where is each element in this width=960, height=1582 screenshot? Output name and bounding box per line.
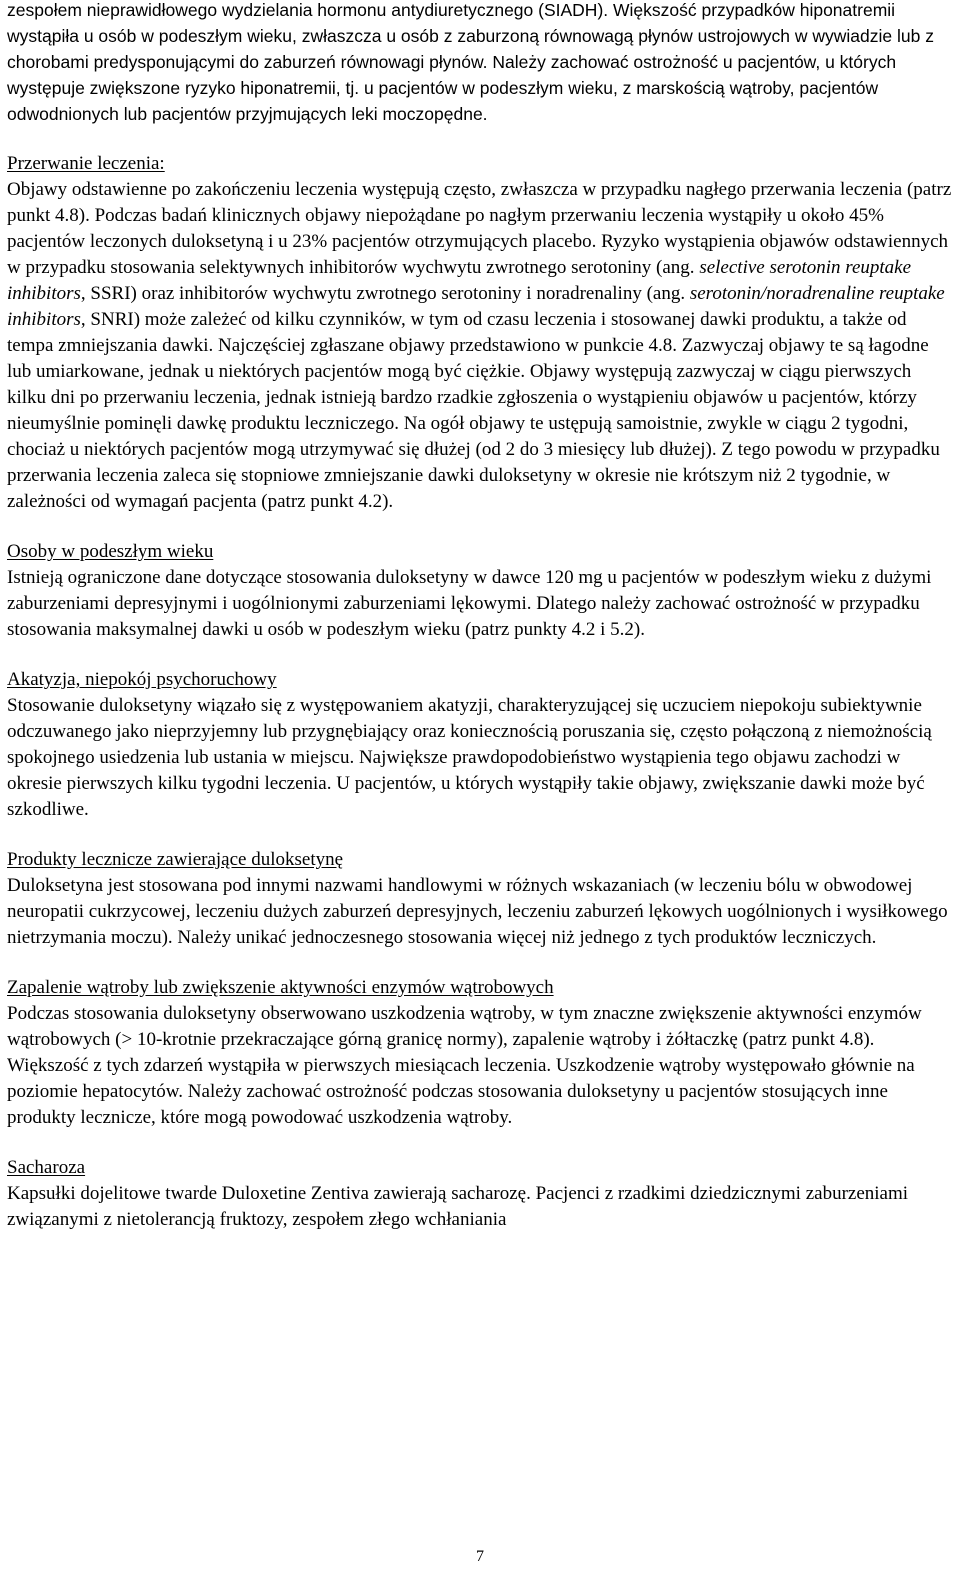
hyponatremia-paragraph bbox=[7, 0, 953, 127]
withdrawal-text-3: Ryzyko wystąpienia objawów odstawiennych w przypadku stosowania selektywnych inhibitorów wychwytu zwrotnego serotoniny (ang. bbox=[7, 231, 949, 278]
section-heading-sucrose: Sacharoza bbox=[7, 1157, 86, 1178]
sucrose-body: Kapsułki dojelitowe twarde Duloxetine Zentiva zawierają sacharozę. Pacjenci z rzadkimi dziedzicznymi zaburzeniami związanymi z nietolerancją fruktozy, zespołem złego wchłaniania bbox=[7, 1183, 909, 1230]
withdrawal-body bbox=[7, 177, 953, 515]
section-elderly bbox=[7, 539, 953, 643]
section-heading-duloxetine-products: Produkty lecznicze zawierające duloksetynę bbox=[7, 849, 344, 870]
section-heading-akathisia: Akatyzja, niepokój psychoruchowy bbox=[7, 669, 277, 690]
section-duloxetine-products bbox=[7, 847, 953, 951]
duloxetine-products-body: Duloksetyna jest stosowana pod innymi nazwami handlowymi w różnych wskazaniach (w leczeniu bólu w obwodowej neuropatii cukrzycowej, leczeniu dużych zaburzeń depresyjnych, leczeniu zaburzeń lękowych uogólnionych i wysiłkowego nietrzymania moczu). Należy unikać jednoczesnego stosowania więcej niż jednego z tych produktów leczniczych. bbox=[7, 875, 948, 948]
elderly-body: Istnieją ograniczone dane dotyczące stosowania duloksetyny w dawce 120 mg u pacjentów w podeszłym wieku z dużymi zaburzeniami depresyjnymi i uogólnionymi zaburzeniami lękowymi. Dlatego należy zachować ostrożność w przypadku stosowania maksymalnej dawki u osób w podeszłym wieku (patrz punkty 4.2 i 5.2). bbox=[7, 567, 932, 640]
withdrawal-italic-ssri: selective serotonin reuptake inhibitors bbox=[7, 257, 912, 304]
document-page bbox=[7, 0, 953, 1233]
hepatitis-body: Podczas stosowania duloksetyny obserwowano uszkodzenia wątroby, w tym znaczne zwiększenie aktywności enzymów wątrobowych (> 10-krotnie przekraczające górną granicę normy), zapalenie wątroby i żółtaczkę (patrz punkt 4.8). Większość z tych zdarzeń wystąpiła w pierwszych miesiącach leczenia. Uszkodzenie wątroby występowało głównie na poziomie hepatocytów. Należy zachować ostrożność podczas stosowania duloksetyny u pacjentów stosujących inne produkty lecznicze, które mogą powodować uszkodzenia wątroby. bbox=[7, 1003, 922, 1128]
section-sucrose bbox=[7, 1155, 953, 1233]
page-number: 7 bbox=[476, 1548, 484, 1565]
section-heading-elderly: Osoby w podeszłym wieku bbox=[7, 541, 214, 562]
withdrawal-text-2: Podczas badań klinicznych objawy niepożądane po nagłym przerwaniu leczenia wystąpiły u około 45% pacjentów leczonych duloksetyną i u 23% pacjentów otrzymujących placebo. bbox=[7, 205, 884, 252]
section-heading-withdrawal: Przerwanie leczenia: bbox=[7, 153, 165, 174]
withdrawal-text-4: , SSRI) oraz inhibitorów wychwytu zwrotnego serotoniny i noradrenaliny (ang. bbox=[80, 283, 690, 304]
akathisia-body: Stosowanie duloksetyny wiązało się z występowaniem akatyzji, charakteryzującej się uczuciem niepokoju subiektywnie odczuwanego jako nieprzyjemny lub przygnębiający oraz koniecznością poruszania się, często połączoną z niemożnością spokojnego usiedzenia lub ustania w miejscu. Największe prawdopodobieństwo wystąpienia tego objawu zachodzi w okresie pierwszych kilku tygodni leczenia. U pacjentów, u których wystąpiły takie objawy, zwiększanie dawki może być szkodliwe. bbox=[7, 695, 932, 820]
section-akathisia bbox=[7, 667, 953, 823]
hyponatremia-text: zespołem nieprawidłowego wydzielania hormonu antydiuretycznego (SIADH). Większość przypadków hiponatremii wystąpiła u osób w podeszłym wieku, zwłaszcza u osób z zaburzoną równowagą płynów ustrojowych w wywiadzie lub z chorobami predysponującymi do zaburzeń równowagi płynów. Należy zachować ostrożność u pacjentów, u których występuje zwiększone ryzyko hiponatremii, tj. u pacjentów w podeszłym wieku, z marskością wątroby, pacjentów odwodnionych lub pacjentów przyjmujących leki moczopędne. bbox=[7, 0, 934, 124]
section-withdrawal bbox=[7, 151, 953, 515]
withdrawal-text-5: , SNRI) może zależeć od kilku czynników, w tym od czasu leczenia i stosowanej dawki produktu, a także od tempa zmniejszania dawki. Najczęściej zgłaszane objawy przedstawiono w punkcie 4.8. Zazwyczaj objawy te są łagodne lub umiarkowane, jednak u niektórych pacjentów mogą być ciężkie. Objawy występują zazwyczaj w ciągu pierwszych kilku dni po przerwaniu leczenia, jednak istnieją bardzo rzadkie zgłoszenia o wystąpieniu objawów u pacjentów, którzy nieumyślnie pominęli dawkę produktu leczniczego. Na ogół objawy te ustępują samoistnie, zwykle w ciągu 2 tygodni, chociaż u niektórych pacjentów mogą utrzymywać się dłużej (od 2 do 3 miesięcy lub dłużej). Z tego powodu w przypadku przerwania leczenia zaleca się stopniowe zmniejszanie dawki duloksetyny w okresie nie krótszym niż 2 tygodnie, w zależności od wymagań pacjenta (patrz punkt 4.2). bbox=[7, 309, 940, 512]
withdrawal-italic-snri: serotonin/noradrenaline reuptake inhibitors bbox=[7, 283, 945, 330]
section-heading-hepatitis: Zapalenie wątroby lub zwiększenie aktywności enzymów wątrobowych bbox=[7, 977, 554, 998]
withdrawal-text-1: Objawy odstawienne po zakończeniu leczenia występują często, zwłaszcza w przypadku nagłego przerwania leczenia (patrz punkt 4.8). bbox=[7, 179, 952, 226]
section-hepatitis bbox=[7, 975, 953, 1131]
